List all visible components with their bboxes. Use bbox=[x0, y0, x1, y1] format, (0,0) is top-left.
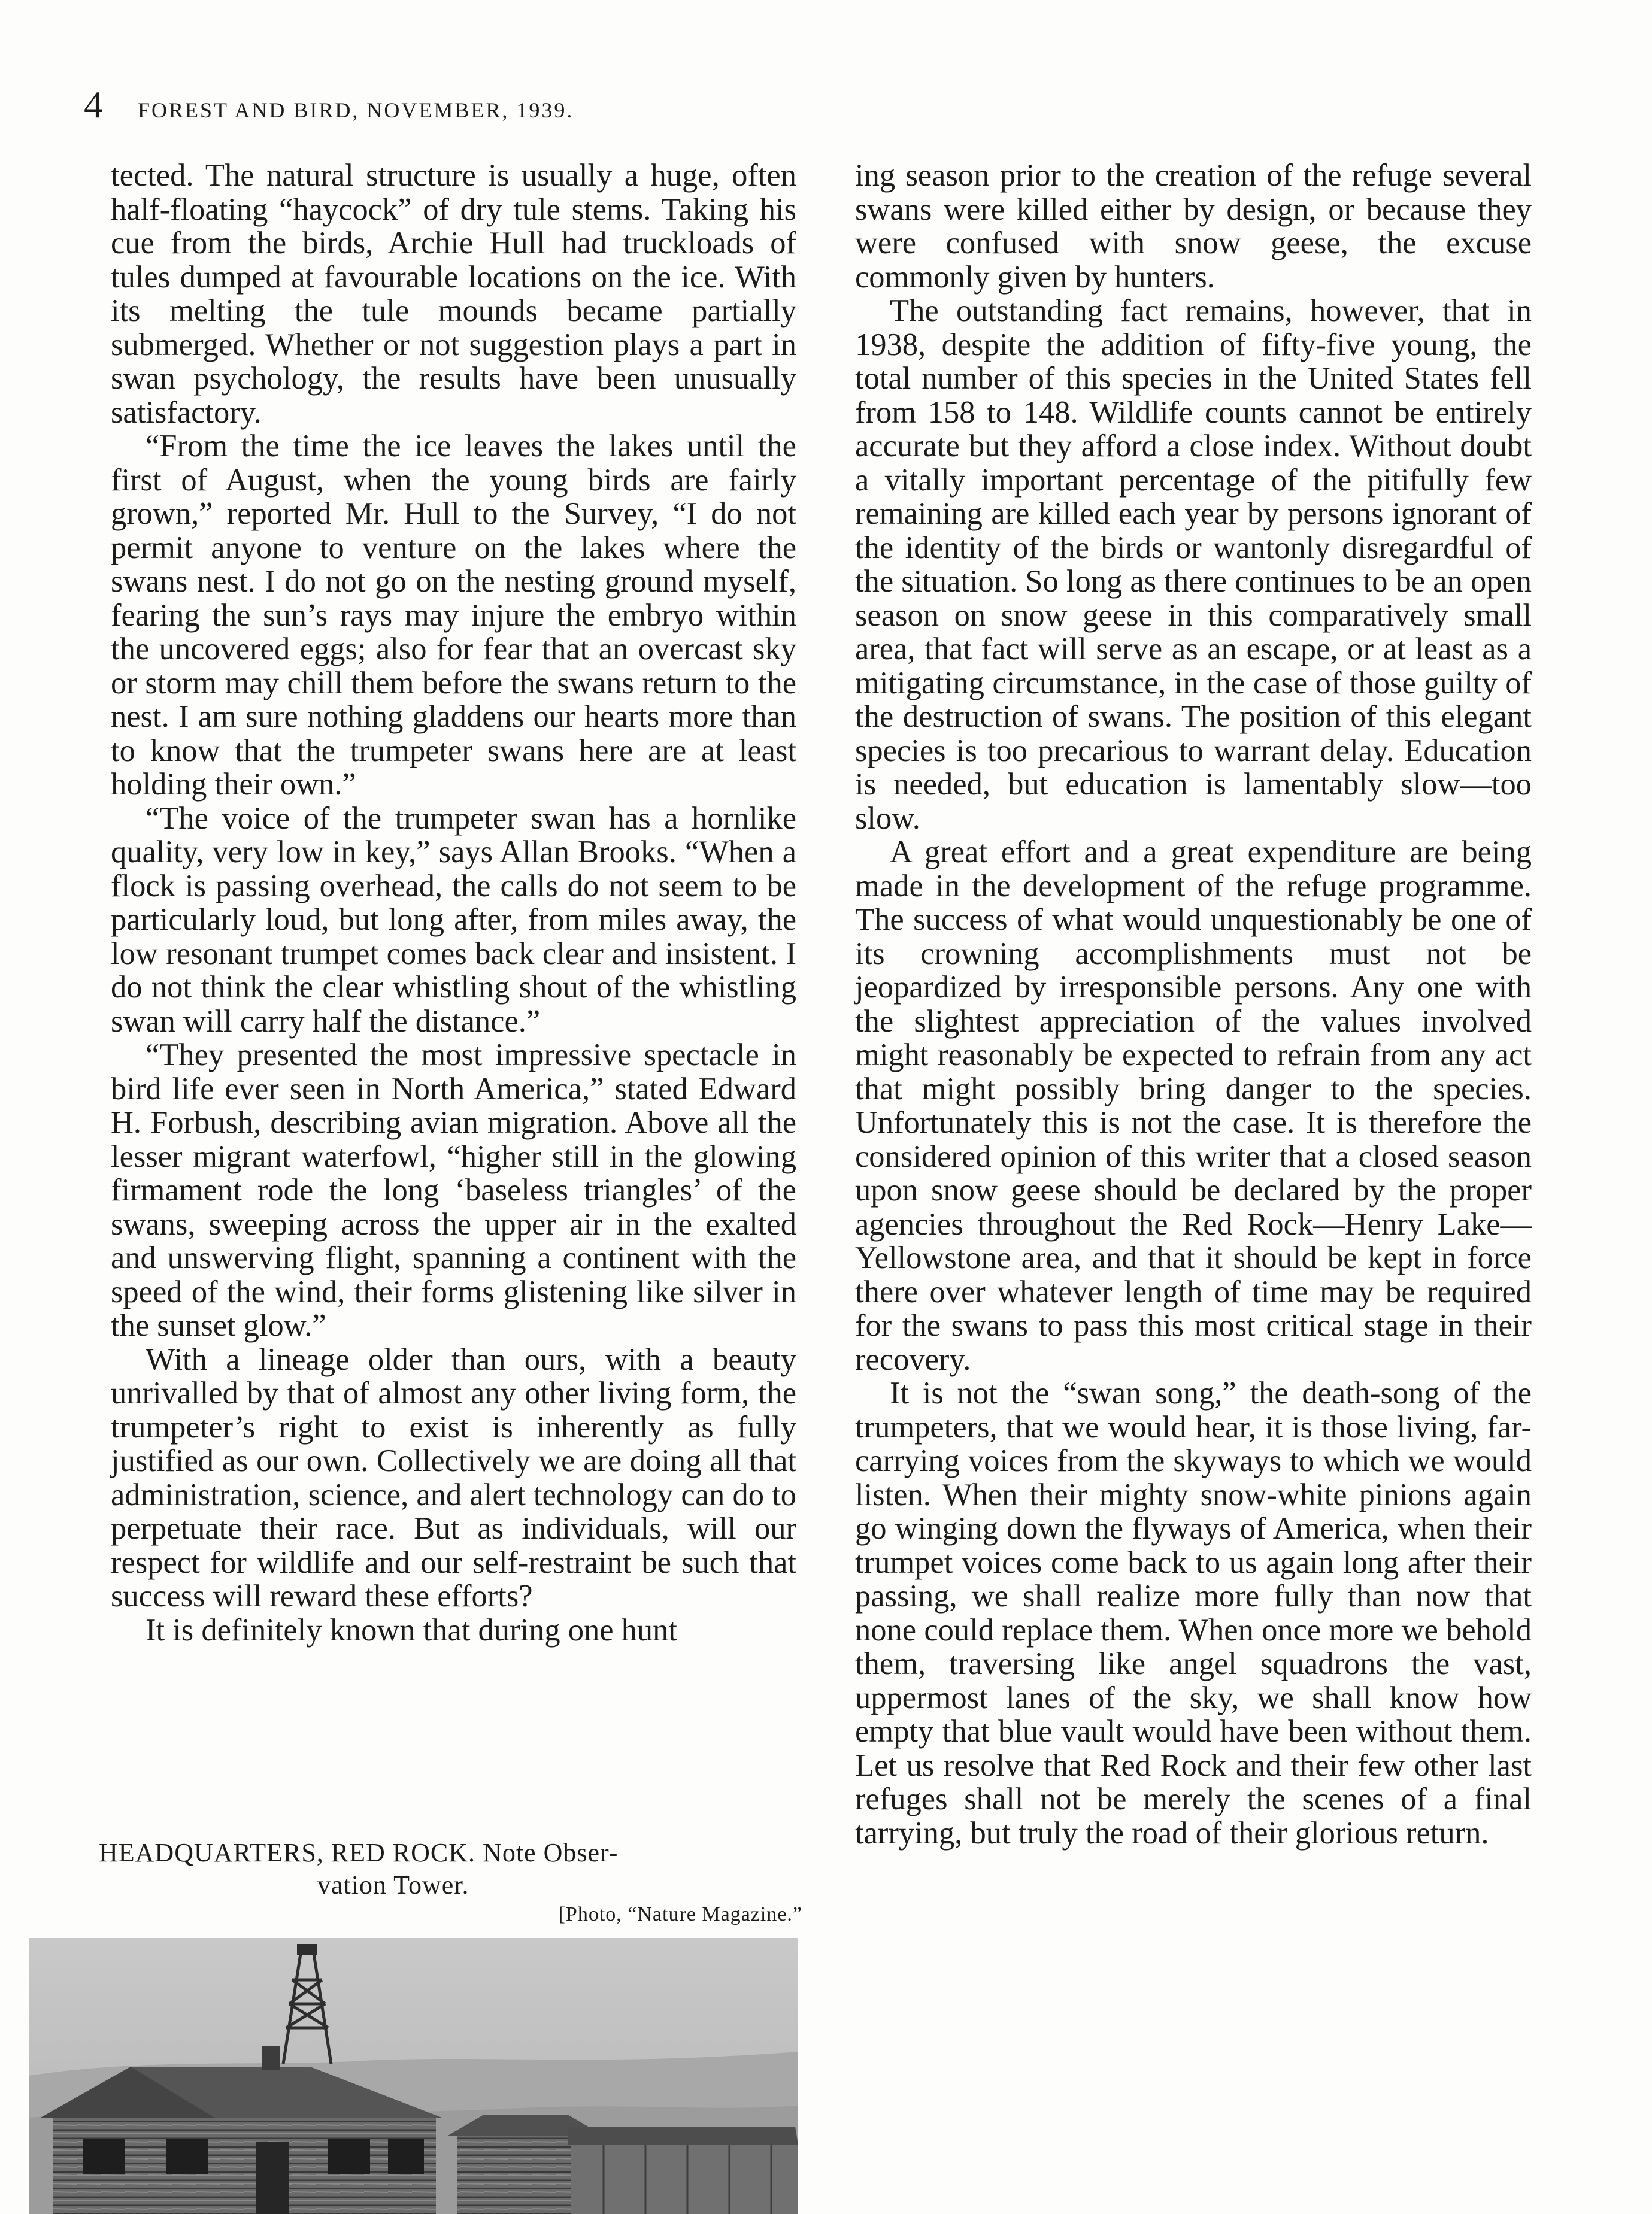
paragraph: It is definitely known that during one hunt bbox=[146, 1612, 677, 1648]
photo-credit: [Photo, “Nature Magazine.” bbox=[558, 1903, 802, 1925]
paragraph: ing season prior to the creation of the refuge several swans were killed either by design, or because they were confused with snow geese, the excuse commonly given by hunters. bbox=[855, 158, 1532, 295]
paragraph: tected. The natural structure is usually a huge, often half-floating “haycock” of dry tule stems. Taking his cue from the birds, Archie Hull had truckloads of tules dumped at favourable locations on the ice. With its melting the tule mounds became partially submerged. Whether or not suggestion plays a part in swan psychology, the results have been unusually satisfactory. bbox=[111, 158, 796, 430]
running-head: FOREST AND BIRD, NOVEMBER, 1939. bbox=[138, 98, 574, 122]
right-column bbox=[855, 159, 1532, 1850]
headquarters-photo bbox=[29, 1938, 798, 2214]
page-number: 4 bbox=[84, 83, 103, 126]
paragraph: “From the time the ice leaves the lakes until the first of August, when the young birds are fairly grown,” reported Mr. Hull to the Survey, “I do not permit anyone to venture on the lakes where the swans nest. I do not go on the nesting ground myself, fearing the sun’s rays may injure the embryo within the uncovered eggs; also for fear that an overcast sky or storm may chill them before the swans return to the nest. I am sure nothing gladdens our hearts more than to know that the trumpeter swans here are at least holding their own.” bbox=[111, 429, 796, 802]
left-column bbox=[111, 159, 796, 1647]
paragraph: A great effort and a great expenditure are being made in the development of the refuge programme. The success of what would unquestionably be one of its crowning accomplishments must not be jeopardized by irresponsible persons. Any one with the slightest appreciation of the values involved might reasonably be expected to refrain from any act that might possibly bring danger to the species. Unfortunately this is not the case. It is therefore the considered opinion of this writer that a closed season upon snow geese should be declared by the proper agencies throughout the Red Rock—Henry Lake—Yellowstone area, and that it should be kept in force there over whatever length of time may be required for the swans to pass this most critical stage in their recovery. bbox=[855, 835, 1532, 1377]
paragraph: “They presented the most impressive spectacle in bird life ever seen in North America,” stated Edward H. Forbush, describing avian migration. Above all the lesser migrant waterfowl, “higher still in the glowing firmament rode the long ‘baseless triangles’ of the swans, sweeping across the upper air in the exalted and unswerving flight, spanning a continent with the speed of the wind, their forms glistening like silver in the sunset glow.” bbox=[111, 1038, 796, 1343]
caption-title: HEADQUARTERS, RED ROCK. Note Obser- bbox=[99, 1838, 619, 1867]
paragraph: It is not the “swan song,” the death-song of the trumpeters, that we would hear, it is those living, far-carrying voices from the skyways to which we would listen. When their mighty snow-white pinions again go winging down the flyways of America, when their trumpet voices come back to us again long after their passing, we shall realize more fully than now that none could replace them. When once more we behold them, traversing like angel squadrons the vast, uppermost lanes of the sky, we shall know how empty that blue vault would have been without them. Let us resolve that Red Rock and their few other last refuges shall not be merely the scenes of a final tarrying, but truly the road of their glorious return. bbox=[855, 1376, 1532, 1851]
page-header bbox=[84, 83, 574, 127]
caption-continuation: vation Tower. bbox=[317, 1870, 469, 1900]
paragraph: “The voice of the trumpeter swan has a hornlike quality, very low in key,” says Allan Brooks. “When a flock is passing overhead, the calls do not seem to be particularly loud, but long after, from miles away, the low resonant trumpet comes back clear and insistent. I do not think the clear whistling shout of the whistling swan will carry half the distance.” bbox=[111, 800, 796, 1039]
paragraph: With a lineage older than ours, with a beauty unrivalled by that of almost any other living form, the trumpeter’s right to exist is inherently as fully justified as our own. Collectively we are doing all that administration, science, and alert technology can do to perpetuate their race. But as individuals, will our respect for wildlife and our self-restraint be such that success will reward these efforts? bbox=[111, 1342, 796, 1614]
log-cabin-image bbox=[29, 1938, 798, 2214]
paragraph: The outstanding fact remains, however, that in 1938, despite the addition of fifty-five young, the total number of this species in the United States fell from 158 to 148. Wildlife counts cannot be entirely accurate but they afford a close index. Without doubt a vitally important percentage of the pitifully few remaining are killed each year by persons ignorant of the identity of the birds or wantonly disregardful of the situation. So long as there continues to be an open season on snow geese in this comparatively small area, that fact will serve as an escape, or at least as a mitigating circumstance, in the case of those guilty of the destruction of swans. The position of this elegant species is too precarious to warrant delay. Education is needed, but education is lamentably slow—too slow. bbox=[855, 293, 1532, 836]
photo-caption bbox=[99, 1837, 802, 1928]
